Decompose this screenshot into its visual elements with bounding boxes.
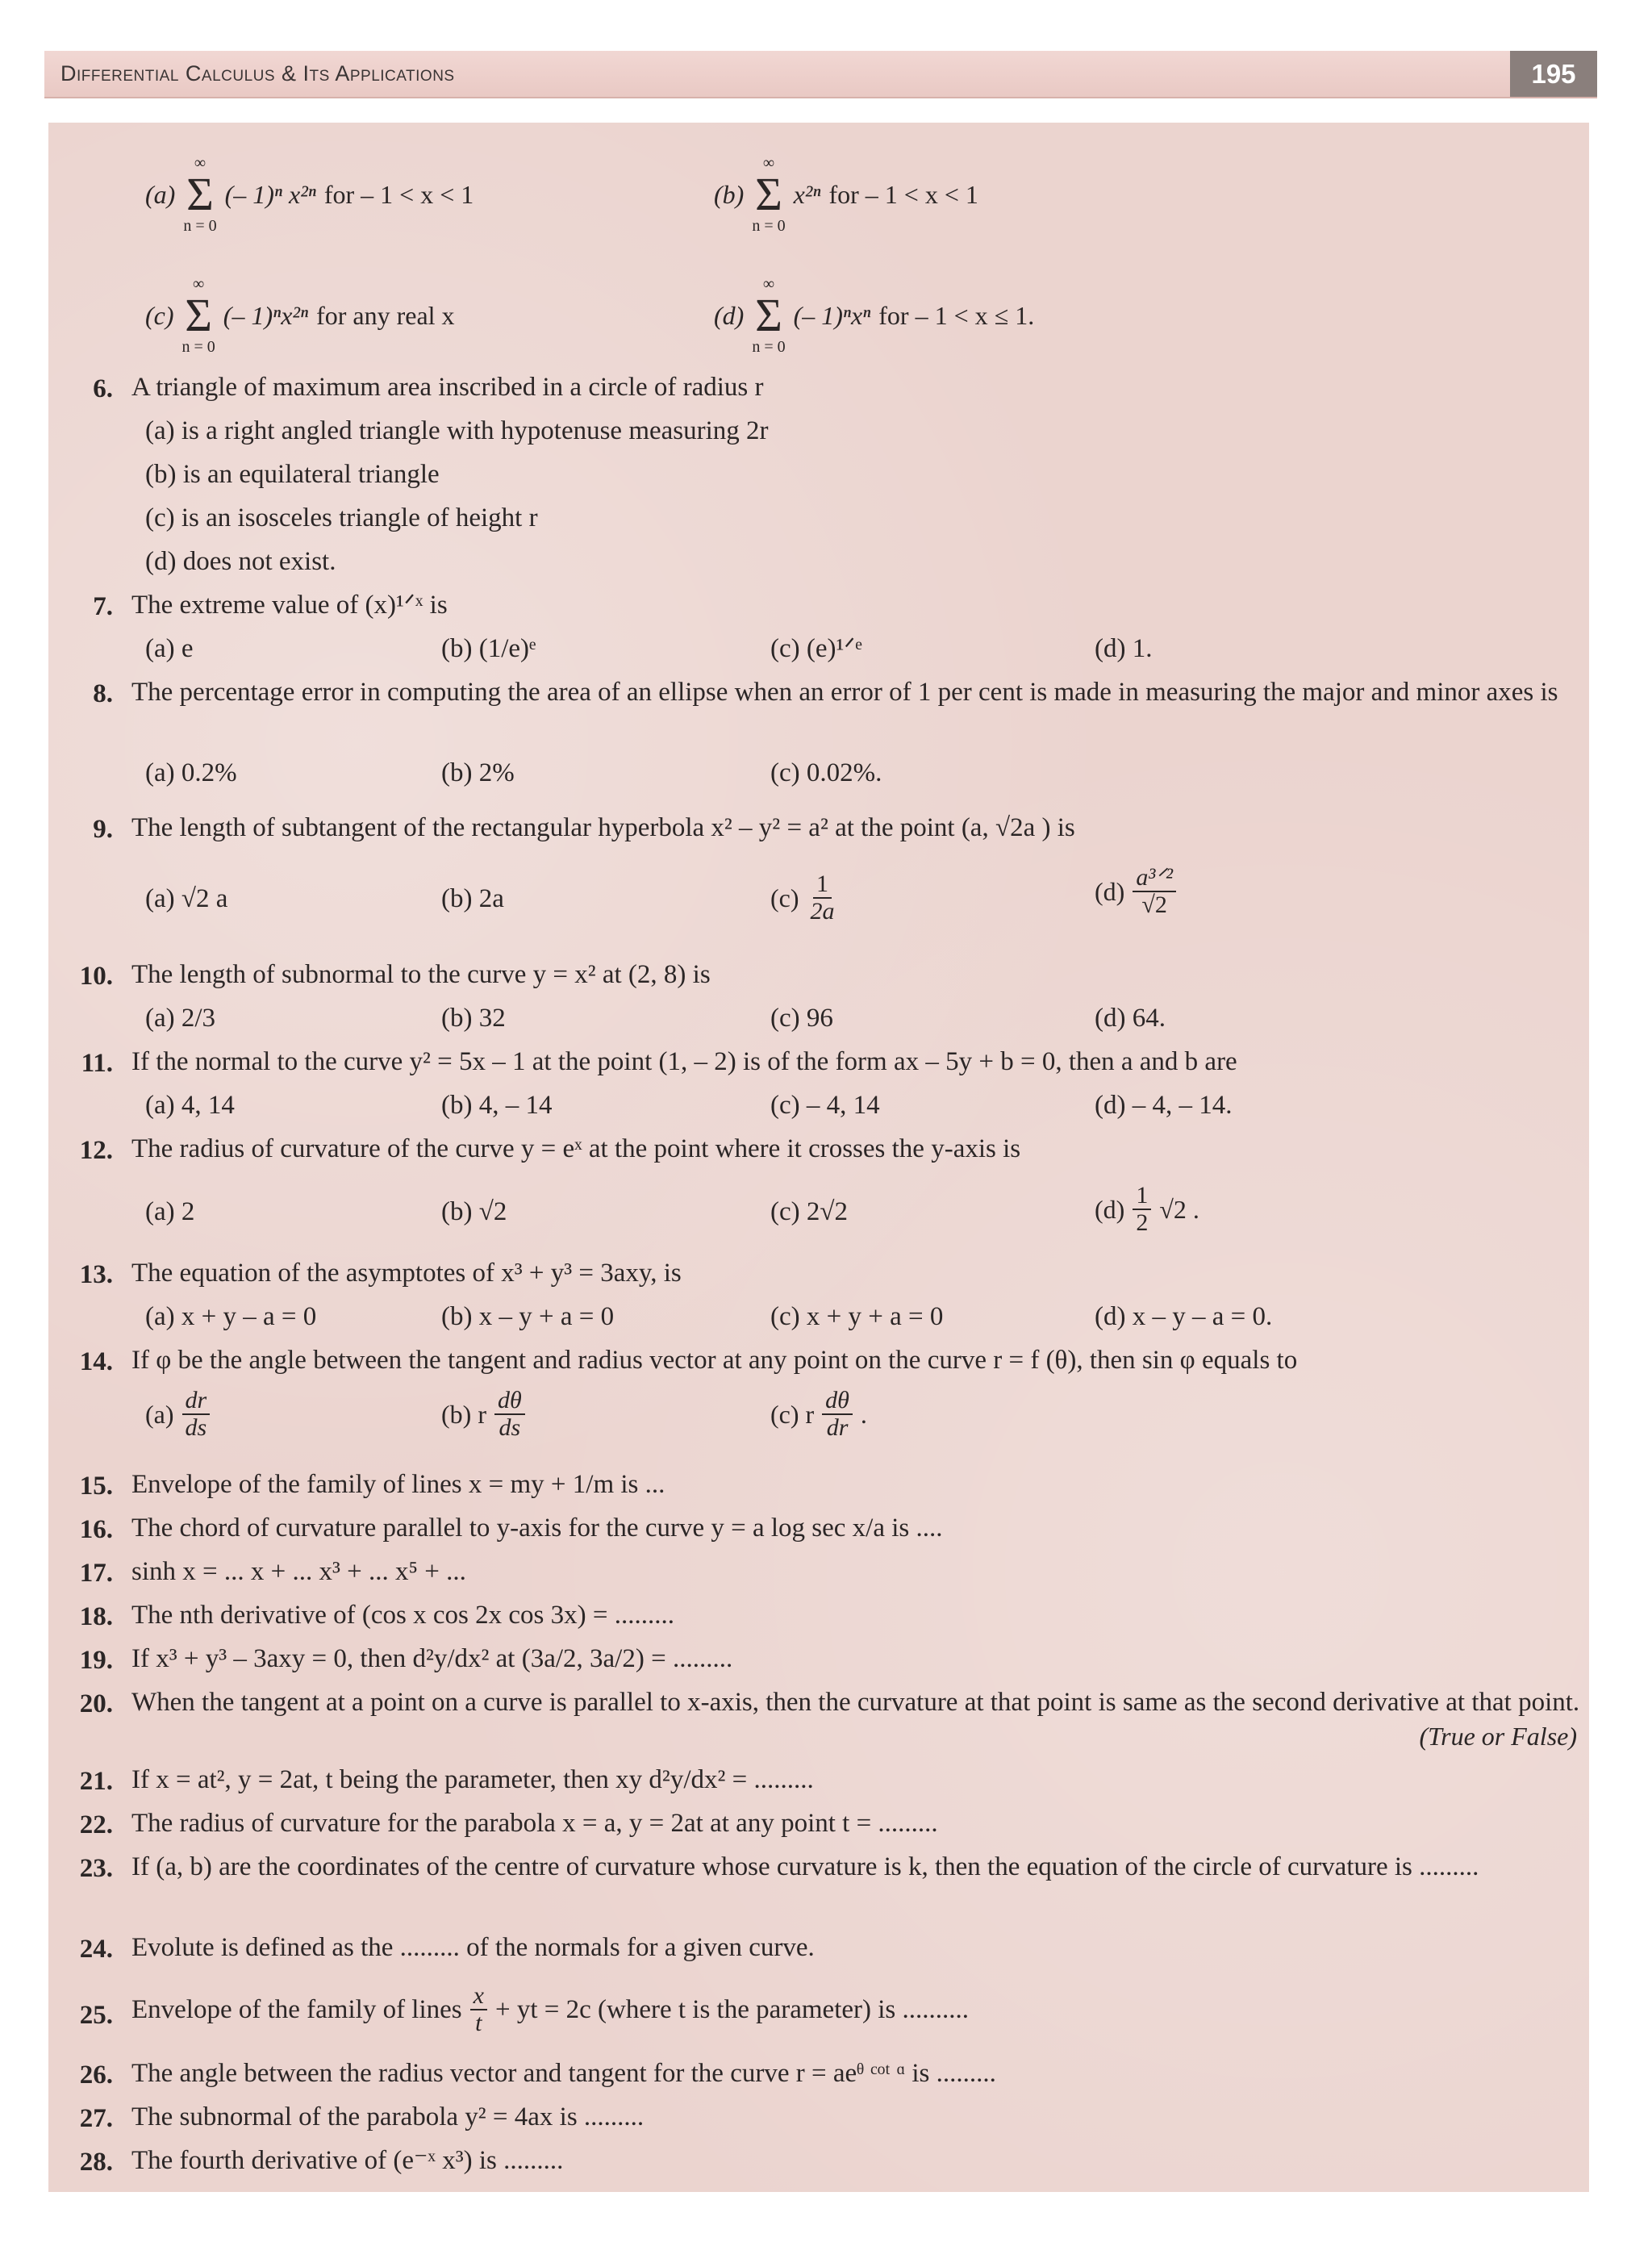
question-number: 16. [79, 1515, 113, 1544]
option-a: (a) is a right angled triangle with hypotenuse measuring 2r [145, 416, 769, 445]
question-number: 28. [79, 2148, 113, 2177]
question-text: sinh x = ... x + ... x³ + ... x⁵ + ... [131, 1557, 466, 1586]
option-a: (a) x + y – a = 0 [145, 1302, 317, 1331]
question-number: 11. [81, 1049, 113, 1078]
option-c: (c) x + y + a = 0 [770, 1302, 944, 1331]
option-c: (c) – 4, 14 [770, 1091, 880, 1120]
question-number: 26. [79, 2060, 113, 2090]
series-option-d: (d) ∞ Σ n = 0 (– 1)ⁿxⁿ for – 1 < x ≤ 1. [714, 275, 1035, 356]
summation-symbol: ∞ Σ n = 0 [181, 275, 215, 356]
option-a: (a) e [145, 634, 194, 663]
question-text: The subnormal of the parabola y² = 4ax is ......... [131, 2102, 645, 2131]
question-text: When the tangent at a point on a curve is parallel to x-axis, then the curvature at that point is same as the second derivative at that point. [131, 1688, 1580, 1717]
option-d: (d) $\frac{\text{a³ᐟ²}}{√2}$ [1095, 865, 1176, 918]
option-a: (a) √2 a [145, 884, 228, 913]
question-number: 21. [79, 1767, 113, 1796]
question-text: The angle between the radius vector and tangent for the curve r = aeᶿ ᶜᵒᵗ ᵅ is ......... [131, 2059, 996, 2088]
option-c: (c) 96 [770, 1004, 833, 1033]
page-number: 195 [1510, 51, 1597, 97]
question-number: 15. [79, 1472, 113, 1501]
option-b: (b) r $\frac{d\theta}{ds}$ [441, 1388, 525, 1441]
option-b: (b) x – y + a = 0 [441, 1302, 615, 1331]
question-text: The length of subnormal to the curve y = x² at (2, 8) is [131, 960, 711, 989]
question-number: 17. [79, 1559, 113, 1588]
summation-symbol: ∞ Σ n = 0 [752, 154, 786, 235]
series-option-b: (b) ∞ Σ n = 0 x²ⁿ for – 1 < x < 1 [714, 154, 978, 235]
exercise-panel [48, 123, 1589, 2192]
question-number: 25. [79, 2001, 113, 2030]
option-b: (b) 4, – 14 [441, 1091, 553, 1120]
question-text: Envelope of the family of lines $\frac{x}{t}$ + yt = 2c (where t is the parameter) is .......... [131, 1982, 970, 2036]
question-text: The length of subtangent of the rectangular hyperbola x² – y² = a² at the point (a, √2a ) is [131, 813, 1075, 842]
question-text: The extreme value of (x)¹ᐟˣ is [131, 591, 448, 620]
summation-symbol: ∞ Σ n = 0 [752, 275, 786, 356]
question-number: 19. [79, 1646, 113, 1675]
option-d: (d) 1. [1095, 634, 1153, 663]
option-d: (d) – 4, – 14. [1095, 1091, 1233, 1120]
question-number: 10. [79, 962, 113, 991]
option-d: (d) 64. [1095, 1004, 1166, 1033]
question-number: 9. [93, 815, 113, 844]
option-a: (a) 0.2% [145, 758, 237, 787]
question-text: If the normal to the curve y² = 5x – 1 at the point (1, – 2) is of the form ax – 5y + b = 0, then a and b are [131, 1047, 1237, 1076]
chapter-title: Differential Calculus & Its Applications [60, 61, 455, 86]
question-text: Envelope of the family of lines x = my + 1/m is ... [131, 1470, 665, 1499]
question-text: If φ be the angle between the tangent and radius vector at any point on the curve r = f (θ), then sin φ equals to [131, 1346, 1298, 1375]
option-b: (b) (1/e)ᵉ [441, 634, 536, 663]
question-number: 23. [79, 1854, 113, 1883]
question-number: 18. [79, 1602, 113, 1631]
question-number: 12. [79, 1136, 113, 1165]
running-header [44, 51, 1597, 98]
question-text: If (a, b) are the coordinates of the centre of curvature whose curvature is k, then the equation of the circle of curvature is ......... [131, 1852, 1479, 1881]
option-c: (c) (e)¹ᐟᵉ [770, 634, 862, 663]
fraction: $\frac{dr}{ds}$ [182, 1388, 211, 1441]
option-d: (d) $\frac{1}{2}$ √2 . [1095, 1182, 1199, 1236]
option-a: (a) $\frac{dr}{ds}$ [145, 1388, 210, 1441]
option-c: (c) is an isosceles triangle of height r [145, 503, 538, 532]
option-d: (d) does not exist. [145, 547, 336, 576]
option-c: (c) 2√2 [770, 1197, 848, 1226]
option-b: (b) 32 [441, 1004, 506, 1033]
question-text: The fourth derivative of (e⁻ˣ x³) is ......... [131, 2146, 564, 2175]
question-text: A triangle of maximum area inscribed in a circle of radius r [131, 373, 764, 402]
question-text: If x = at², y = 2at, t being the parameter, then xy d²y/dx² = ......... [131, 1765, 814, 1794]
question-text: The radius of curvature for the parabola x = a, y = 2at at any point t = ......... [131, 1809, 938, 1838]
question-number: 14. [79, 1347, 113, 1376]
question-number: 7. [93, 592, 113, 621]
question-text: The nth derivative of (cos x cos 2x cos 3x) = ......... [131, 1601, 674, 1630]
true-false-tag: (True or False) [1419, 1722, 1577, 1751]
question-text: The equation of the asymptotes of x³ + y³ = 3axy, is [131, 1259, 682, 1288]
question-number: 22. [79, 1810, 113, 1839]
option-b: (b) is an equilateral triangle [145, 460, 440, 489]
question-text: Evolute is defined as the ......... of the normals for a given curve. [131, 1933, 815, 1962]
question-number: 6. [93, 374, 113, 403]
series-option-c: (c) ∞ Σ n = 0 (– 1)ⁿx²ⁿ for any real x [145, 275, 455, 356]
question-text: The percentage error in computing the area of an ellipse when an error of 1 per cent is made in measuring the major and minor axes is [131, 678, 1558, 707]
fraction: $\frac{1}{2}$ [1133, 1183, 1151, 1236]
question-number: 8. [93, 679, 113, 708]
option-c: (c) r $\frac{d\theta}{dr}$ . [770, 1387, 867, 1441]
fraction: $\frac{\text{a³ᐟ²}}{√2}$ [1133, 865, 1176, 918]
question-text: The chord of curvature parallel to y-axis for the curve y = a log sec x/a is .... [131, 1513, 943, 1543]
option-a: (a) 4, 14 [145, 1091, 235, 1120]
series-option-a: (a) ∞ Σ n = 0 (– 1)ⁿ x²ⁿ for – 1 < x < 1 [145, 154, 474, 235]
fraction: $\frac{d\theta}{ds}$ [494, 1388, 525, 1441]
question-number: 20. [79, 1689, 113, 1718]
question-text: The radius of curvature of the curve y = eˣ at the point where it crosses the y-axis is [131, 1134, 1021, 1163]
fraction: $\frac{d\theta}{dr}$ [822, 1388, 853, 1441]
question-number: 27. [79, 2104, 113, 2133]
option-b: (b) √2 [441, 1197, 507, 1226]
summation-symbol: ∞ Σ n = 0 [183, 154, 217, 235]
fraction: $\frac{x}{t}$ [470, 1983, 487, 2036]
option-d: (d) x – y – a = 0. [1095, 1302, 1273, 1331]
question-number: 13. [79, 1260, 113, 1289]
option-c: (c) 0.02%. [770, 758, 882, 787]
option-a: (a) 2 [145, 1197, 195, 1226]
option-b: (b) 2% [441, 758, 515, 787]
question-number: 24. [79, 1935, 113, 1964]
question-text: If x³ + y³ – 3axy = 0, then d²y/dx² at (3a/2, 3a/2) = ......... [131, 1644, 733, 1673]
option-c: (c) $\frac{1}{2a}$ [770, 871, 838, 925]
option-a: (a) 2/3 [145, 1004, 216, 1033]
fraction: $\frac{1}{2a}$ [810, 870, 835, 925]
option-b: (b) 2a [441, 884, 504, 913]
